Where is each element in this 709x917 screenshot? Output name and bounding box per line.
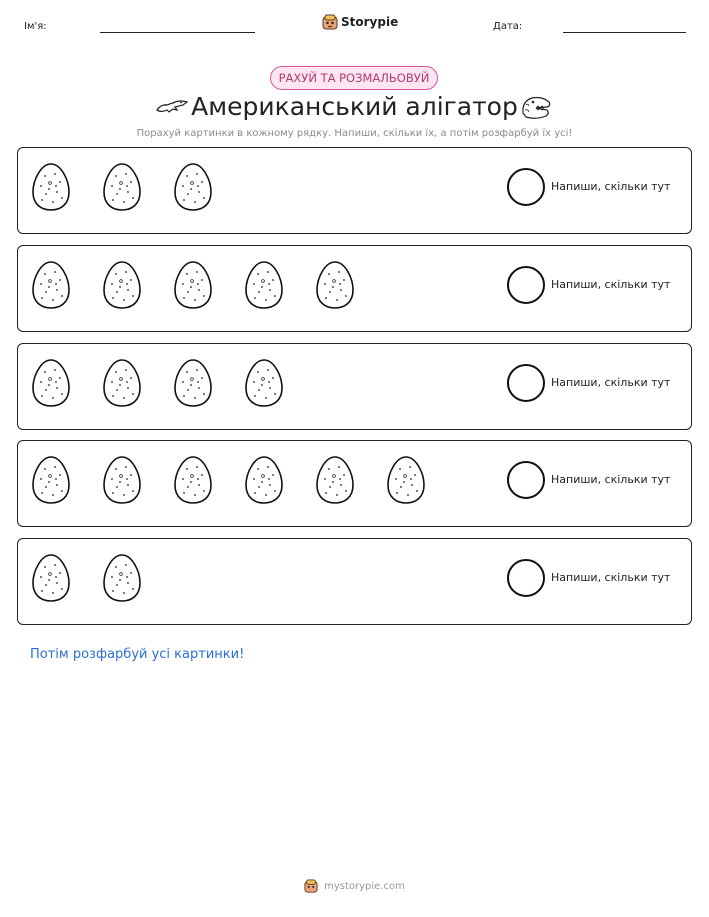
egg-icon — [173, 162, 213, 212]
count-row — [17, 245, 692, 332]
brand-logo — [322, 14, 398, 30]
write-count-label: Напиши, скільки тут — [551, 571, 671, 584]
egg-icon — [173, 260, 213, 310]
count-row — [17, 440, 692, 527]
egg-icon — [386, 455, 426, 505]
egg-icon — [31, 358, 71, 408]
alligator-head-icon — [520, 93, 552, 121]
count-row — [17, 538, 692, 625]
egg-icon — [173, 358, 213, 408]
answer-circle[interactable] — [507, 461, 545, 499]
date-label: Дата: — [493, 21, 523, 32]
egg-icon — [31, 162, 71, 212]
egg-icon — [31, 260, 71, 310]
write-count-label: Напиши, скільки тут — [551, 278, 671, 291]
write-count-label: Напиши, скільки тут — [551, 473, 671, 486]
write-count-label: Напиши, скільки тут — [551, 376, 671, 389]
egg-icon — [244, 358, 284, 408]
answer-circle[interactable] — [507, 266, 545, 304]
storypie-mascot-icon — [304, 879, 318, 893]
coloring-note: Потім розфарбуй усі картинки! — [30, 647, 245, 662]
egg-icon — [102, 455, 142, 505]
egg-icon — [173, 455, 213, 505]
answer-circle[interactable] — [507, 364, 545, 402]
footer-site: mystorypie.com — [324, 880, 405, 892]
egg-icon — [102, 358, 142, 408]
egg-icon — [244, 455, 284, 505]
name-line[interactable] — [100, 32, 255, 33]
egg-icon — [31, 455, 71, 505]
egg-icon — [315, 455, 355, 505]
egg-icon — [102, 162, 142, 212]
activity-badge: РАХУЙ ТА РОЗМАЛЬОВУЙ — [270, 66, 438, 90]
date-line[interactable] — [563, 32, 686, 33]
count-row — [17, 343, 692, 430]
egg-icon — [244, 260, 284, 310]
egg-icon — [31, 553, 71, 603]
answer-circle[interactable] — [507, 168, 545, 206]
egg-icon — [102, 553, 142, 603]
instructions: Порахуй картинки в кожному рядку. Напиши, скільки їх, а потім розфарбуй їх усі! — [136, 128, 573, 139]
egg-icon — [102, 260, 142, 310]
egg-icon — [315, 260, 355, 310]
storypie-mascot-icon — [322, 14, 338, 30]
count-row — [17, 147, 692, 234]
footer — [0, 879, 709, 893]
brand-name: Storypie — [341, 15, 399, 29]
write-count-label: Напиши, скільки тут — [551, 180, 671, 193]
answer-circle[interactable] — [507, 559, 545, 597]
page-title: Американський алігатор — [191, 92, 518, 121]
name-label: Ім'я: — [24, 21, 47, 32]
